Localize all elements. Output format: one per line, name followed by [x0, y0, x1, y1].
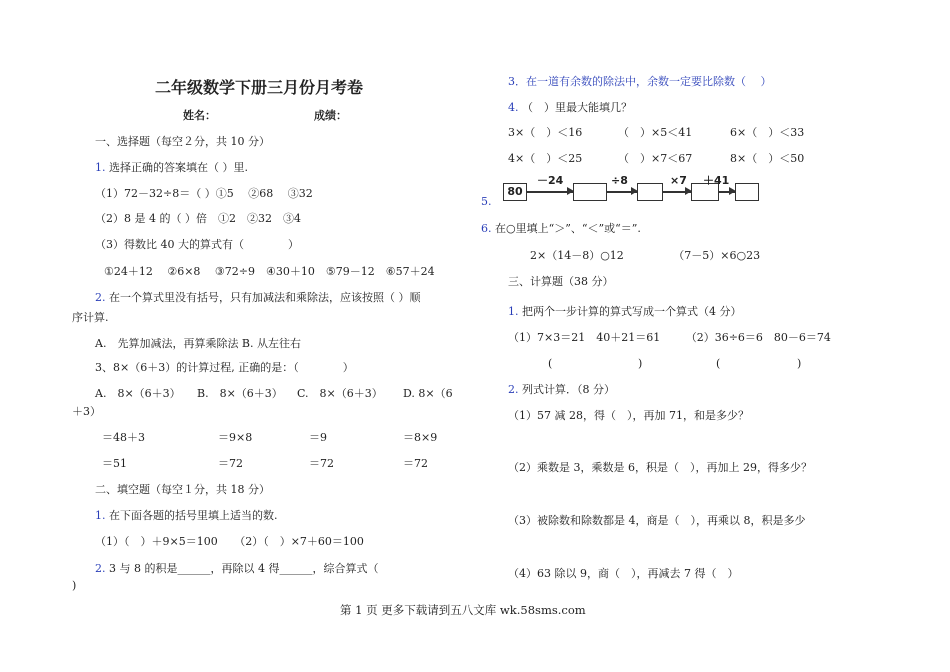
- answer-paren: (: [716, 357, 721, 370]
- answer-paren: ): [797, 357, 802, 370]
- step-line: ＝48＋3: [102, 431, 145, 444]
- question-1-part-3-options: ①24＋12 ②6×8 ③72÷9 ④30＋10 ⑤79－12 ⑥57＋24: [104, 265, 435, 278]
- question-text: 在○里填上“＞”、“＜”或“＝”.: [495, 222, 641, 235]
- inequality: 6×（ ）＜33: [730, 126, 805, 139]
- flow-operation: ×7: [670, 174, 687, 187]
- question-text: 3 与 8 的积是______，再除以 4 得______，综合算式（: [109, 562, 379, 575]
- question-number: 2.: [508, 383, 519, 396]
- score-label: 成绩：: [314, 109, 347, 122]
- answer-paren: (: [548, 357, 553, 370]
- question-2-options: A. 先算加减法，再算乘除法 B. 从左往右: [95, 337, 302, 350]
- flow-start-box: 80: [503, 183, 527, 201]
- flow-arrow: [719, 191, 735, 193]
- inequality: 8×（ ）＜50: [730, 152, 805, 165]
- step-line: ＝9×8: [218, 431, 253, 444]
- question-text: （ ）里最大能填几？: [522, 101, 632, 114]
- question-3-option-b: B. 8×（6＋3）: [197, 387, 283, 400]
- flow-operation: ＋41: [703, 174, 730, 187]
- inequality: （ ）×7＜67: [618, 152, 693, 165]
- answer-paren: ): [638, 357, 643, 370]
- calc-question-1-items: （1）7×3＝21 40＋21＝61 （2）36÷6＝6 80－6＝74: [508, 331, 831, 344]
- fill-question-1: [95, 508, 278, 524]
- calc-question-2-part-1: （1）57 减 28，得（ ），再加 71，和是多少？: [508, 409, 749, 422]
- question-1-part-3: （3）得数比 40 大的算式有（ ）: [95, 238, 299, 251]
- flow-arrow: [527, 191, 573, 193]
- question-3-option-d-continued: ＋3）: [72, 405, 101, 418]
- question-3: 3、8×（6＋3）的计算过程, 正确的是：（ ）: [95, 361, 354, 374]
- page-footer: 第 1 页 更多下载请到五八文库 wk.58sms.com: [340, 603, 586, 617]
- section-3-heading: 三、计算题（38 分）: [508, 275, 614, 288]
- inequality: 3×（ ）＜16: [508, 126, 583, 139]
- question-number: 5.: [481, 195, 492, 208]
- question-1: [95, 160, 248, 176]
- question-number: 2.: [95, 291, 106, 304]
- flow-operation: －24: [537, 174, 564, 187]
- question-text: 选择正确的答案填在（ ）里.: [109, 161, 248, 174]
- fill-question-2-continued: ): [72, 579, 77, 592]
- page-title: 二年级数学下册三月份月考卷: [155, 78, 364, 97]
- fill-question-1-items: （1）（ ）＋9×5＝100 （2）（ ）×7＋60＝100: [95, 535, 364, 548]
- flow-diagram: [503, 175, 763, 205]
- question-number: 1.: [95, 161, 106, 174]
- question-3-option-d: D. 8×（6: [403, 387, 453, 400]
- step-line: ＝51: [102, 457, 127, 470]
- step-line: ＝72: [309, 457, 334, 470]
- question-1-part-2: （2）8 是 4 的（ ）倍 ①2 ②32 ③4: [95, 212, 301, 225]
- question-2-continued: 序计算.: [72, 311, 109, 324]
- flow-arrow: [607, 191, 637, 193]
- flow-answer-box: [637, 183, 663, 201]
- calc-question-2-part-3: （3）被除数和除数都是 4，商是（ ），再乘以 8，积是多少: [508, 514, 806, 527]
- step-line: ＝9: [309, 431, 327, 444]
- question-3-option-a: A. 8×（6＋3）: [95, 387, 181, 400]
- name-label: 姓名：: [183, 109, 216, 122]
- inequality: 4×（ ）＜25: [508, 152, 583, 165]
- section-1-heading: 一、选择题（每空２分，共 10 分）: [95, 135, 270, 148]
- flow-answer-box: [735, 183, 759, 201]
- question-1-part-1: （1）72－32÷8＝（ ）①5 ②68 ③32: [95, 187, 313, 200]
- question-text: 在下面各题的括号里填上适当的数.: [109, 509, 278, 522]
- question-3-option-c: C. 8×（6＋3）: [297, 387, 383, 400]
- calc-question-1: [508, 304, 742, 320]
- question-number: 2.: [95, 562, 106, 575]
- section-2-heading: 二、填空题（每空１分，共 18 分）: [95, 483, 270, 496]
- step-line: ＝8×9: [403, 431, 438, 444]
- question-text: 把两个一步计算的算式写成一个算式（4 分）: [522, 305, 742, 318]
- question-number: 4.: [508, 101, 519, 114]
- step-line: ＝72: [403, 457, 428, 470]
- calc-question-2-part-2: （2）乘数是 3，乘数是 6，积是（ ），再加上 29，得多少？: [508, 461, 812, 474]
- question-r6: [481, 221, 641, 237]
- fill-question-2: [95, 561, 378, 577]
- question-text: 列式计算．（8 分）: [522, 383, 615, 396]
- question-r3: 3．在一道有余数的除法中，余数一定要比除数（ ）: [508, 75, 772, 88]
- question-2: [95, 290, 421, 306]
- calc-question-2: [508, 382, 615, 398]
- question-number: 6.: [481, 222, 492, 235]
- question-r4: [508, 100, 632, 116]
- flow-arrow: [663, 191, 691, 193]
- inequality: （ ）×5＜41: [618, 126, 693, 139]
- flow-operation: ÷8: [611, 174, 628, 187]
- question-number: 1.: [95, 509, 106, 522]
- step-line: ＝72: [218, 457, 243, 470]
- flow-answer-box: [573, 183, 607, 201]
- question-r6-items: 2×（14－8）○12 （7－5）×6○23: [530, 249, 761, 262]
- calc-question-2-part-4: （4）63 除以 9，商（ ），再减去 7 得（ ）: [508, 567, 739, 580]
- question-number: 1.: [508, 305, 519, 318]
- question-text: 在一个算式里没有括号，只有加减法和乘除法，应该按照（ ）顺: [109, 291, 421, 304]
